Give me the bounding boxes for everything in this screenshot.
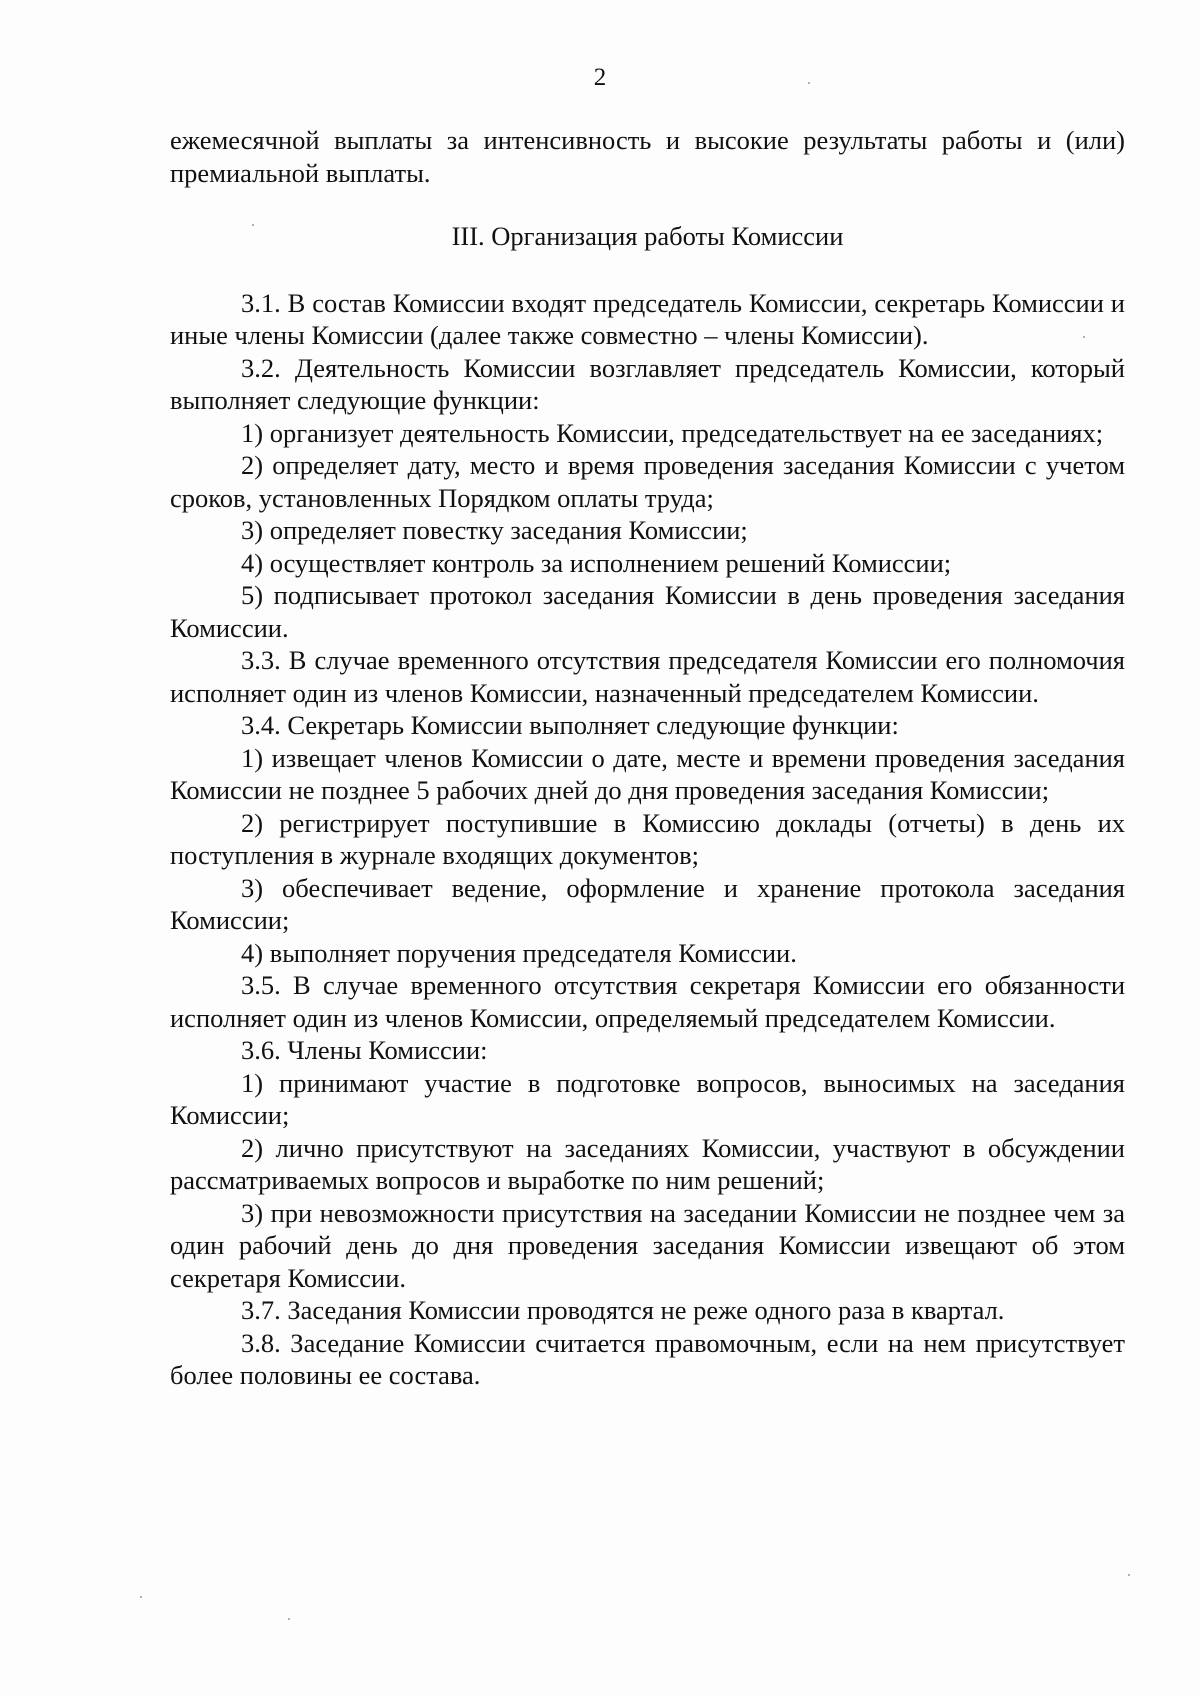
scan-speck	[140, 1596, 142, 1598]
paragraph-3-2-item-1: 1) организует деятельность Комиссии, председательствует на ее заседаниях;	[241, 417, 1104, 448]
scan-speck	[808, 82, 810, 84]
paragraph-3-1: 3.1. В состав Комиссии входят председатель Комиссии, секретарь Комиссии и иные члены Комиссии (далее также совместно – члены Комиссии).	[170, 287, 1125, 350]
scan-speck	[288, 1618, 290, 1620]
paragraph-3-5: 3.5. В случае временного отсутствия секретаря Комиссии его обязанности исполняет один из членов Комиссии, определяемый председателем Комиссии.	[170, 970, 1125, 1033]
paragraph-3-6-item-1: 1) принимают участие в подготовке вопросов, выносимых на заседания Комиссии;	[170, 1067, 1125, 1130]
paragraph-3-3: 3.3. В случае временного отсутствия председателя Комиссии его полномочия исполняет один из членов Комиссии, назначенный председателем Комиссии.	[170, 645, 1125, 708]
paragraph-3-4: 3.4. Секретарь Комиссии выполняет следующие функции:	[241, 710, 899, 740]
scan-speck	[252, 224, 254, 226]
page-number: 2	[593, 64, 607, 91]
paragraph-3-8: 3.8. Заседание Комиссии считается правомочным, если на нем присутствует более половины ее состава.	[170, 1327, 1125, 1390]
paragraph-3-4-item-3: 3) обеспечивает ведение, оформление и хранение протокола заседания Комиссии;	[170, 872, 1125, 935]
paragraph-3-6: 3.6. Члены Комиссии:	[241, 1035, 488, 1065]
paragraph-3-4-item-4: 4) выполняет поручения председателя Комиссии.	[241, 937, 797, 968]
paragraph-3-6-item-3: 3) при невозможности присутствия на заседании Комиссии не позднее чем за один рабочий день до дня проведения заседания Комиссии извещают об этом секретаря Комиссии.	[170, 1197, 1125, 1293]
scan-speck	[1083, 336, 1085, 338]
paragraph-3-2: 3.2. Деятельность Комиссии возглавляет председатель Комиссии, который выполняет следующие функции:	[170, 352, 1125, 415]
paragraph-3-2-item-3: 3) определяет повестку заседания Комиссии;	[241, 515, 748, 545]
paragraph-3-2-item-2: 2) определяет дату, место и время проведения заседания Комиссии с учетом сроков, установленных Порядком оплаты труда;	[170, 450, 1125, 513]
scan-speck	[1128, 1574, 1130, 1576]
section-title: III. Организация работы Комиссии	[451, 221, 844, 251]
paragraph-3-6-item-2: 2) лично присутствуют на заседаниях Комиссии, участвуют в обсуждении рассматриваемых вопросов и выработке по ним решений;	[170, 1132, 1125, 1195]
paragraph-3-2-item-5: 5) подписывает протокол заседания Комиссии в день проведения заседания Комиссии.	[170, 580, 1125, 643]
paragraph-3-4-item-1: 1) извещает членов Комиссии о дате, месте и времени проведения заседания Комиссии не позднее 5 рабочих дней до дня проведения заседания Комиссии;	[170, 742, 1125, 805]
paragraph-3-2-item-4: 4) осуществляет контроль за исполнением решений Комиссии;	[241, 547, 952, 578]
paragraph-3-4-item-2: 2) регистрирует поступившие в Комиссию доклады (отчеты) в день их поступления в журнале входящих документов;	[170, 807, 1125, 870]
continuation-paragraph: ежемесячной выплаты за интенсивность и высокие результаты работы и (или) премиальной выплаты.	[170, 125, 1125, 188]
document-body	[170, 124, 1125, 1392]
paragraph-3-7: 3.7. Заседания Комиссии проводятся не реже одного раза в квартал.	[241, 1295, 1005, 1325]
